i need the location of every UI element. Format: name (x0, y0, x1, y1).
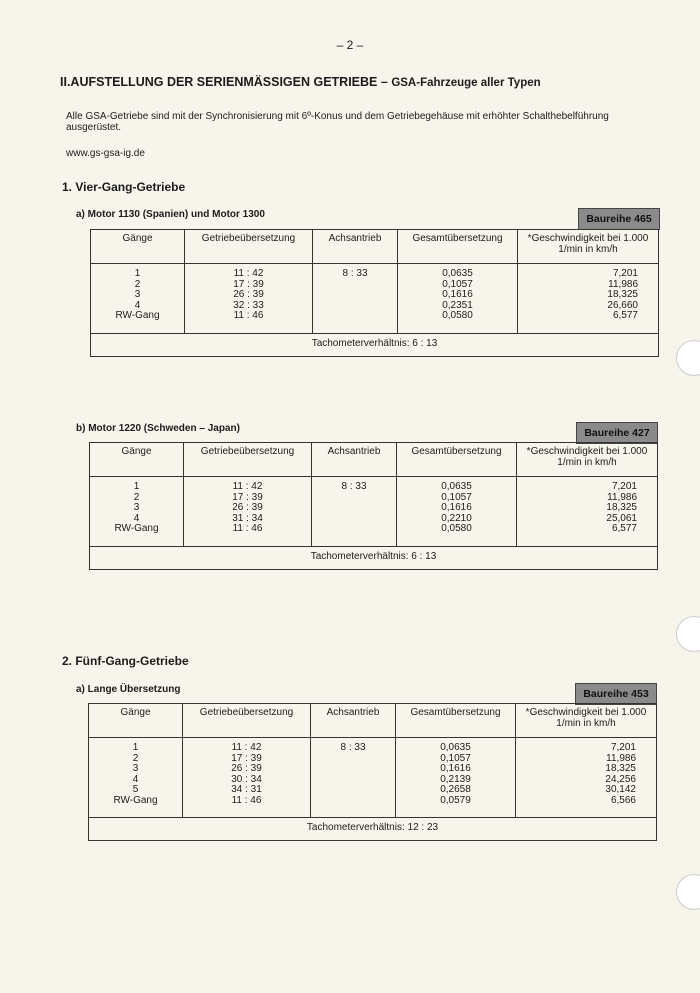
col-header-total-ratio: Gesamtübersetzung (396, 704, 516, 738)
cell-final-drive: 8 : 33 (312, 477, 397, 547)
gear-table-1b (89, 442, 658, 570)
col-header-total-ratio: Gesamtübersetzung (398, 230, 518, 264)
tacho-row (91, 334, 659, 357)
col-header-gear-ratio: Getriebeübersetzung (184, 443, 312, 477)
cell-total-ratios: 0,0635 0,1057 0,1616 0,2210 0,0580 (397, 477, 517, 547)
col-header-gear-ratio: Getriebeübersetzung (183, 704, 311, 738)
tacho-ratio: Tachometerverhältnis: 6 : 13 (91, 334, 659, 357)
series-badge-1b: Baureihe 427 (576, 422, 658, 444)
col-header-speed: *Geschwindigkeit bei 1.000 1/min in km/h (518, 230, 659, 264)
cell-gear-ratios: 11 : 42 17 : 39 26 : 39 31 : 34 11 : 46 (184, 477, 312, 547)
cell-total-ratios: 0,0635 0,1057 0,1616 0,2351 0,0580 (398, 264, 518, 334)
heading-main: II.AUFSTELLUNG DER SERIENMÄSSIGEN GETRIEBE – (60, 75, 388, 89)
col-header-gears: Gänge (90, 443, 184, 477)
col-header-speed: *Geschwindigkeit bei 1.000 1/min in km/h (517, 443, 658, 477)
series-badge-2a: Baureihe 453 (575, 683, 657, 705)
table-row (91, 264, 659, 334)
subtitle-2a: a) Lange Übersetzung (76, 684, 181, 695)
cell-speeds: 7,201 11,986 18,325 24,256 30,142 6,566 (516, 738, 657, 818)
tacho-ratio: Tachometerverhältnis: 12 : 23 (89, 818, 657, 841)
series-badge-1a: Baureihe 465 (578, 208, 660, 230)
cell-final-drive: 8 : 33 (313, 264, 398, 334)
cell-gear-ratios: 11 : 42 17 : 39 26 : 39 30 : 34 34 : 31 11 : 46 (183, 738, 311, 818)
binder-hole (676, 874, 700, 910)
col-header-final-drive: Achsantrieb (313, 230, 398, 264)
page-heading (60, 75, 541, 89)
col-header-speed: *Geschwindigkeit bei 1.000 1/min in km/h (516, 704, 657, 738)
cell-speeds: 7,201 11,986 18,325 25,061 6,577 (517, 477, 658, 547)
tacho-ratio: Tachometerverhältnis: 6 : 13 (90, 547, 658, 570)
section-title-four-speed: 1. Vier-Gang-Getriebe (62, 180, 186, 194)
col-header-gears: Gänge (91, 230, 185, 264)
col-header-gears: Gänge (89, 704, 183, 738)
cell-gears: 1 2 3 4 RW-Gang (90, 477, 184, 547)
tacho-row (89, 818, 657, 841)
subtitle-1a: a) Motor 1130 (Spanien) und Motor 1300 (76, 209, 265, 220)
gear-table-1a (90, 229, 659, 357)
cell-gear-ratios: 11 : 42 17 : 39 26 : 39 32 : 33 11 : 46 (185, 264, 313, 334)
gear-table-2a (88, 703, 657, 841)
tacho-row (90, 547, 658, 570)
col-header-total-ratio: Gesamtübersetzung (397, 443, 517, 477)
section-title-five-speed: 2. Fünf-Gang-Getriebe (62, 654, 189, 668)
intro-text: Alle GSA-Getriebe sind mit der Synchronisierung mit 6º-Konus und dem Getriebegehäuse mit erhöhter Schalthebelführung ausgerüstet. (66, 111, 609, 133)
heading-sub: GSA-Fahrzeuge aller Typen (391, 77, 541, 89)
cell-speeds: 7,201 11,986 18,325 26,660 6,577 (518, 264, 659, 334)
table-row (90, 477, 658, 547)
binder-hole (676, 616, 700, 652)
page-number: – 2 – (336, 38, 364, 52)
cell-gears: 1 2 3 4 5 RW-Gang (89, 738, 183, 818)
binder-hole (676, 340, 700, 376)
col-header-gear-ratio: Getriebeübersetzung (185, 230, 313, 264)
table-header-row (89, 704, 657, 738)
website-url: www.gs-gsa-ig.de (66, 148, 145, 159)
table-header-row (90, 443, 658, 477)
cell-gears: 1 2 3 4 RW-Gang (91, 264, 185, 334)
col-header-final-drive: Achsantrieb (311, 704, 396, 738)
table-row (89, 738, 657, 818)
col-header-final-drive: Achsantrieb (312, 443, 397, 477)
table-header-row (91, 230, 659, 264)
cell-total-ratios: 0,0635 0,1057 0,1616 0,2139 0,2658 0,0579 (396, 738, 516, 818)
cell-final-drive: 8 : 33 (311, 738, 396, 818)
subtitle-1b: b) Motor 1220 (Schweden – Japan) (76, 423, 240, 434)
